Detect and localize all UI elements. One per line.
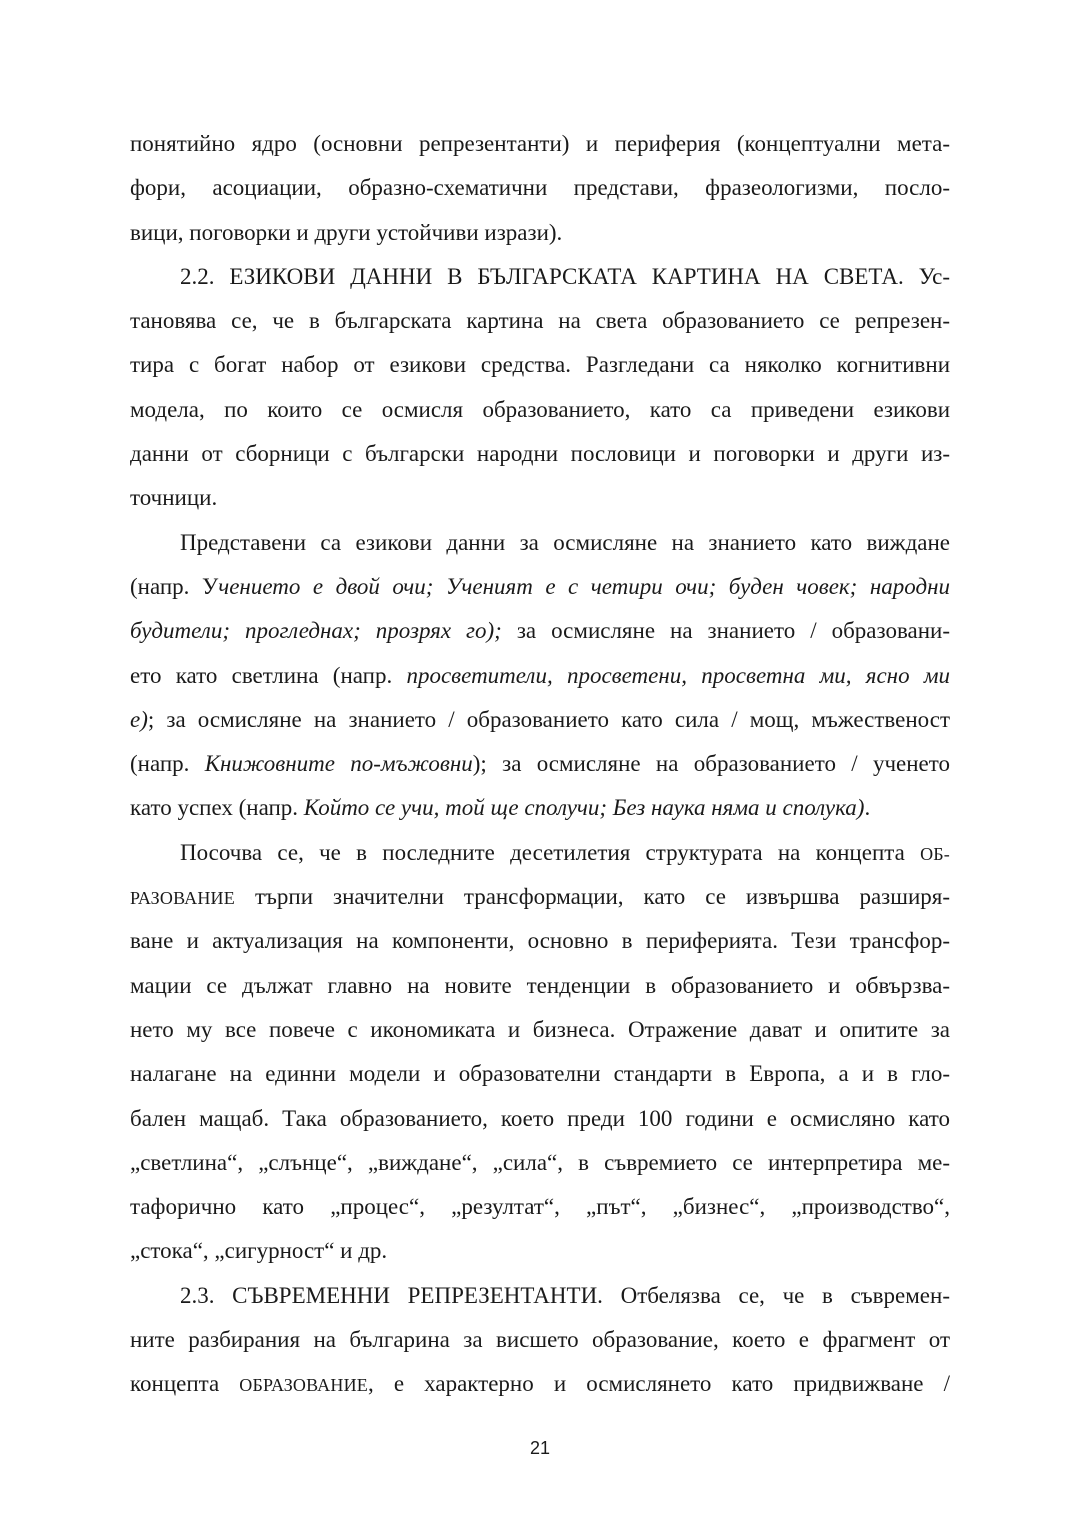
text-line [130, 654, 950, 698]
text-run: (напр. [130, 751, 205, 777]
text-line [130, 565, 950, 609]
text-line: понятийно ядро (основни репрезентанти) и периферия (концептуални мета- [130, 131, 950, 156]
text-run: Посочва се, че в последните десетилетия структурата на концепта [180, 839, 921, 865]
text-line: фори, асоциации, образно-схематични представи, фразеологизми, посло- [130, 175, 950, 201]
text-line: данни от сборници с български народни пословици и поговорки и други из- [130, 441, 950, 467]
body-text [130, 122, 950, 1407]
text-line [130, 786, 950, 830]
text-run: , е характерно и осмислянето като придвижване / [367, 1371, 950, 1397]
text-line [130, 698, 950, 742]
concept-small-caps: ОБ- [920, 843, 950, 864]
text-line: „стока“, „сигурност“ и др. [130, 1238, 388, 1264]
text-line: бален мащаб. Така образованието, което преди 100 години е осмисляно като [130, 1105, 950, 1131]
text-run: за осмисляне на знанието / образовани- [501, 618, 950, 644]
concept-small-caps: ОБРАЗОВАНИЕ [239, 1375, 368, 1396]
text-line [130, 742, 950, 786]
text-run: (напр. У [130, 573, 219, 599]
text-run: ); за осмисляне на образованието / ученето [472, 751, 950, 777]
text-line: модела, по които се осмисля образованието, като са приведени езикови [130, 396, 950, 422]
text-line: вици, поговорки и други устойчиви изрази). [130, 219, 563, 245]
text-run: ; за осмисляне на знанието / образованието като сила / мощ, мъжественост [147, 706, 950, 732]
text-line: тановява се, че в българската картина на света образованието се репрезен- [130, 308, 950, 334]
text-line [130, 609, 950, 653]
text-run: концепта [130, 1371, 240, 1397]
text-run: като успех (напр. [130, 795, 304, 821]
text-line [130, 875, 950, 919]
example-italic: е) [130, 706, 148, 732]
text-line: нето му все повече с икономиката и бизнеса. Отражение дават и опитите за [130, 1016, 950, 1042]
text-run: ето като светлина (напр. [130, 662, 407, 688]
text-run: . [864, 795, 871, 821]
concept-small-caps: РАЗОВАНИЕ [130, 888, 235, 909]
text-line: налагане на единни модели и образователни стандарти в Европа, а и в гло- [130, 1061, 950, 1087]
text-line: „светлина“, „слънце“, „виждане“, „сила“, в съвремието се интерпретира ме- [130, 1149, 950, 1175]
page-number: 21 [529, 1438, 551, 1458]
example-italic: Книжовните по-мъжовни [204, 751, 473, 777]
example-italic: будители; прогледнах; прозрях го); [130, 618, 502, 644]
example-italic: Който се учи, той ще сполучи; Без наука няма и сполука) [303, 795, 865, 821]
example-italic: просветители, просветени, просветна ми, ясно ми [406, 662, 951, 688]
text-line: ване и актуализация на компоненти, основно в периферията. Тези трансфор- [130, 928, 950, 954]
text-line: тафорично като „процес“, „резултат“, „път“, „бизнес“, „производство“, [130, 1194, 950, 1220]
text-line [130, 1362, 950, 1406]
section-heading-2-2: 2.2. ЕЗИКОВИ ДАННИ В БЪЛГАРСКАТА КАРТИНА НА СВЕТА. Ус- [180, 263, 950, 289]
text-line [130, 831, 950, 875]
section-heading-2-3: 2.3. СЪВРЕМЕННИ РЕПРЕЗЕНТАНТИ. Отбелязва се, че в съвремен- [180, 1282, 950, 1308]
text-line: тира с богат набор от езикови средства. Разгледани са няколко когнитивни [130, 352, 950, 378]
text-line: Представени са езикови данни за осмисляне на знанието като виждане [180, 529, 950, 555]
example-italic: чението е двой очи; Ученият е с четири очи; буден човек; народни [218, 573, 950, 599]
text-line: точници. [130, 485, 218, 511]
text-run: търпи значителни трансформации, като се извършва разширя- [234, 884, 950, 910]
text-line: ните разбирания на българина за висшето образование, което е фрагмент от [130, 1327, 950, 1353]
text-line: мации се дължат главно на новите тенденции в образованието и обвързва- [130, 972, 950, 998]
